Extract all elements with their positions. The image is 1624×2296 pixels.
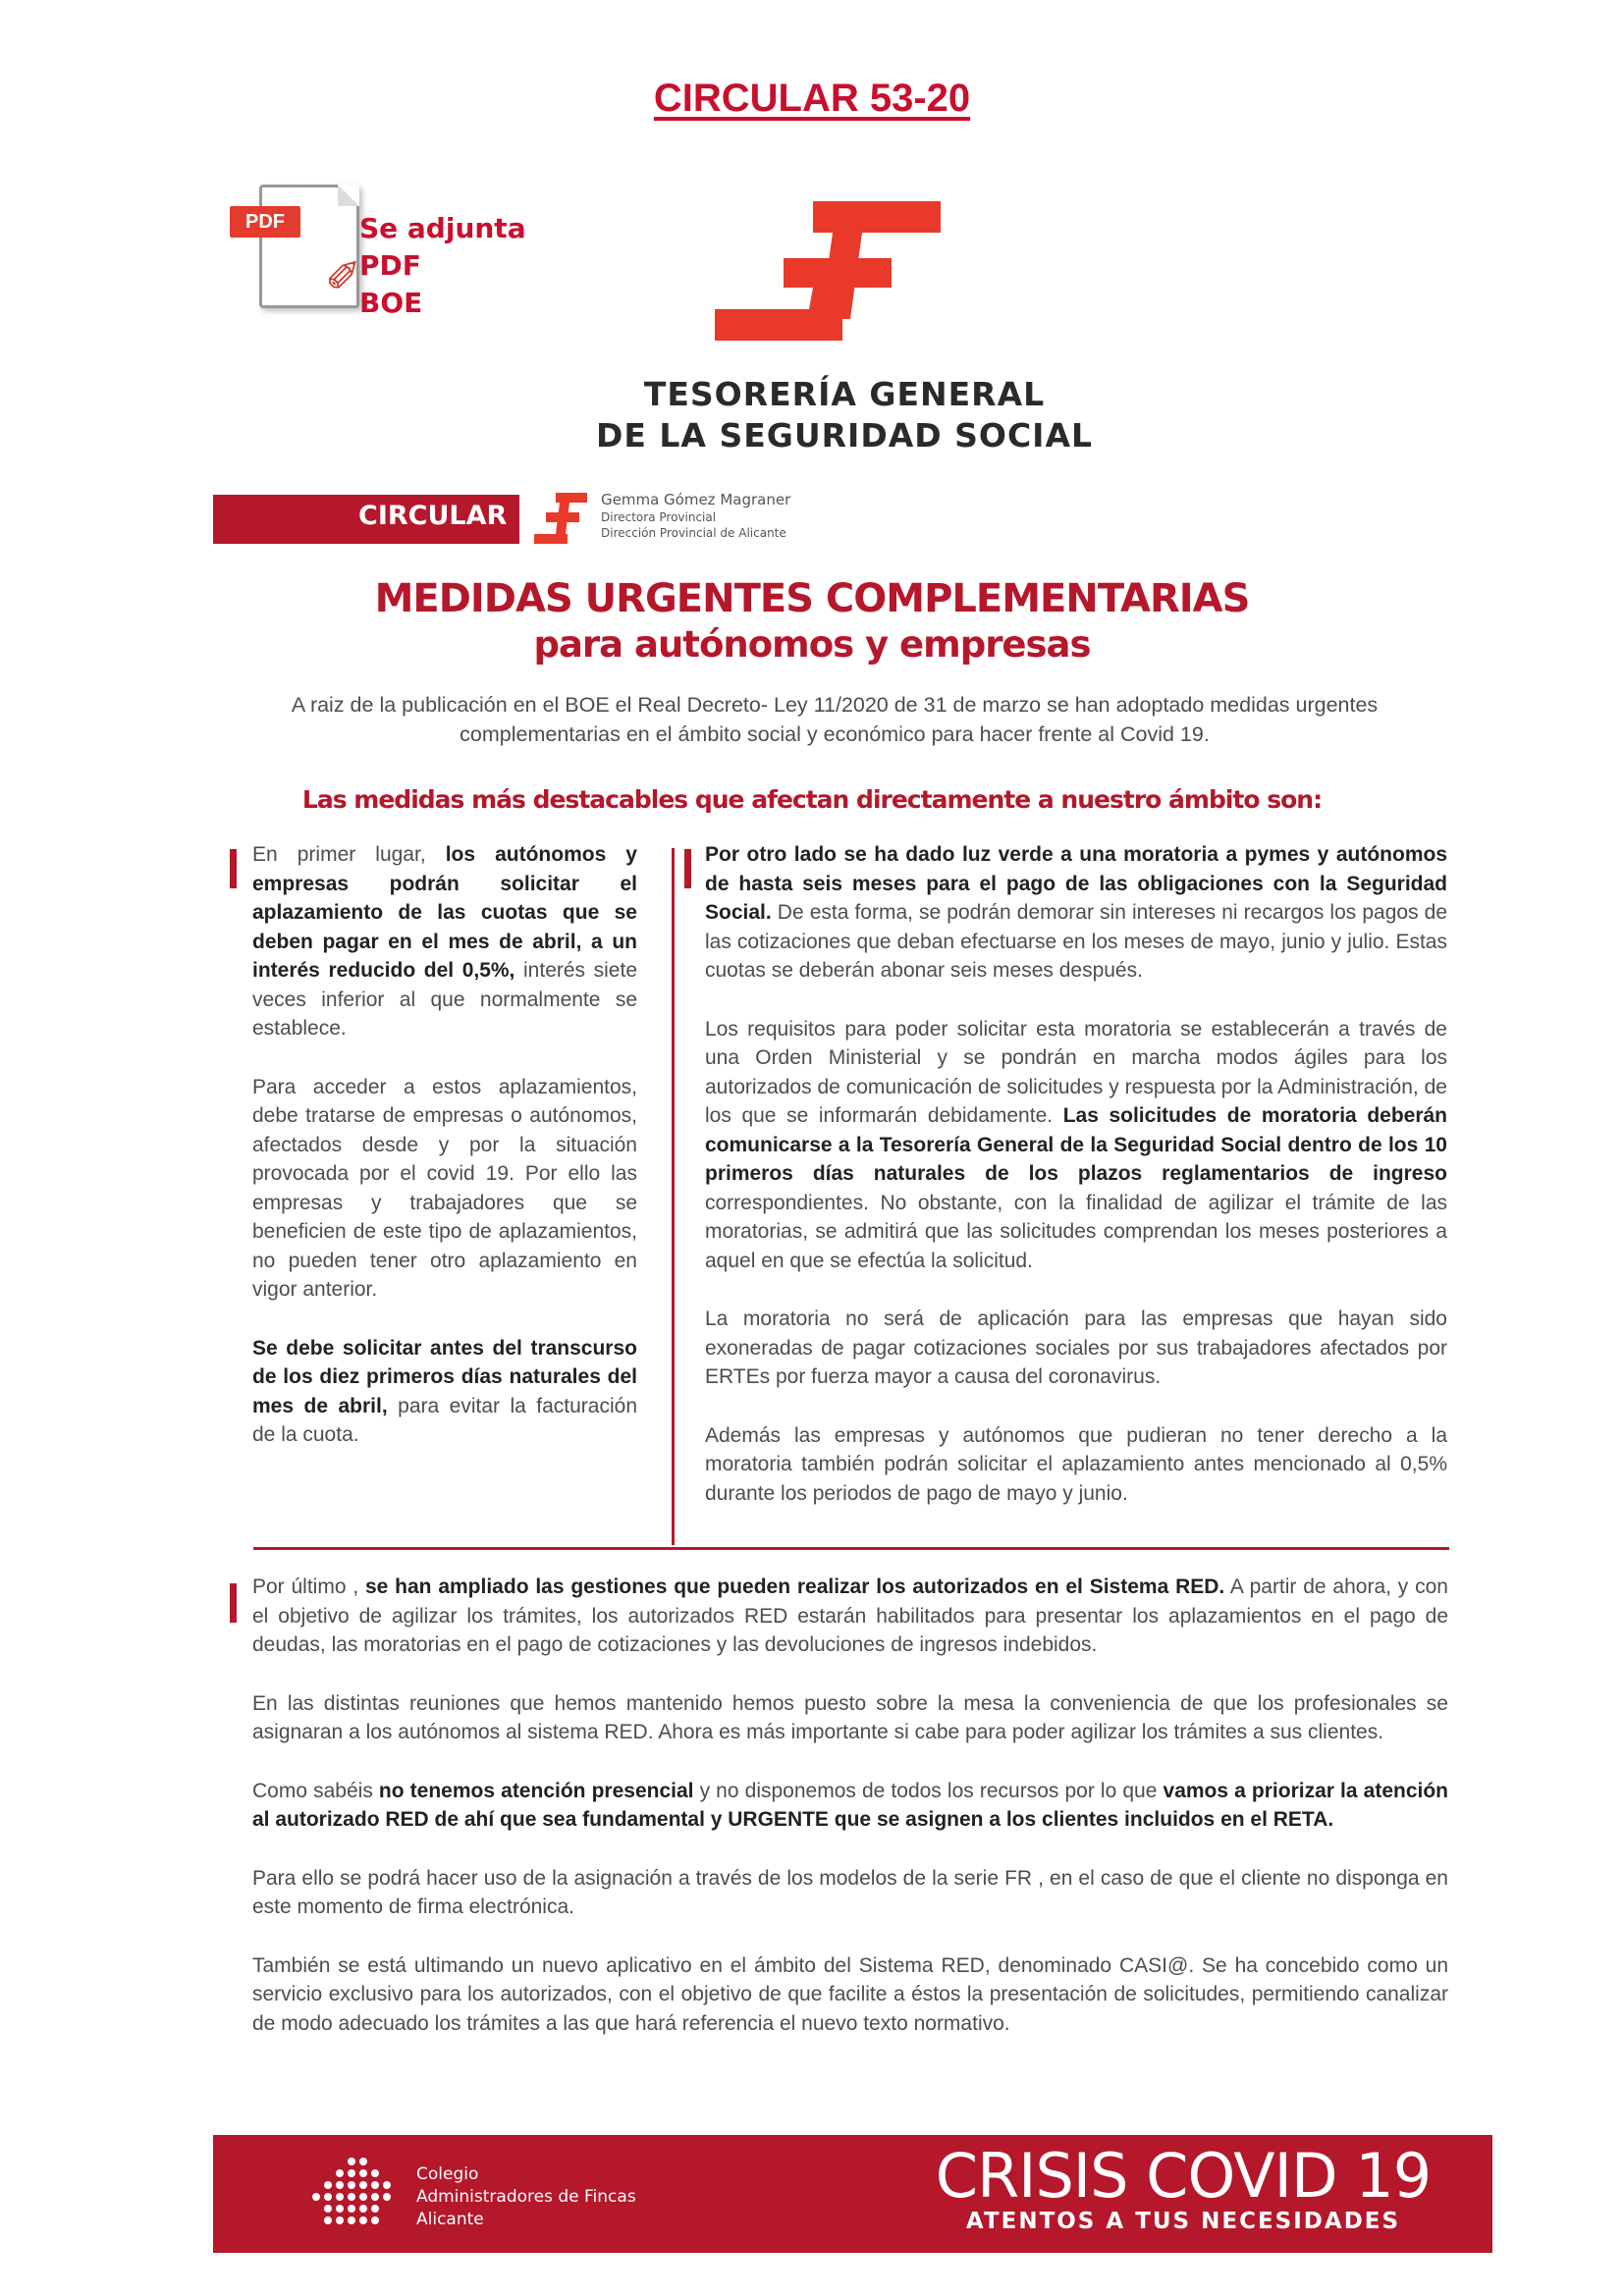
- right-paragraph-3: La moratoria no será de aplicación para las empresas que hayan sido exoneradas de pagar cotizaciones sociales por sus trabajadores afectados por ERTEs por fuerza mayor a causa del coronavirus.: [705, 1308, 1447, 1388]
- right-column: [705, 840, 1447, 1537]
- attachment-line1: Se adjunta PDF: [359, 212, 526, 282]
- main-title: MEDIDAS URGENTES COMPLEMENTARIAS: [374, 576, 1250, 621]
- bottom-paragraph-1: Por último , se han ampliado las gestiones que pueden realizar los autorizados en el Sistema RED. A partir de ahora, y con el objetivo de agilizar los trámites, los autorizados RED estarán habilitados para presentar los aplazamientos en el pago de deudas, las moratorias en el pago de cotizaciones y las devoluciones de ingresos indebidos.: [252, 1575, 1448, 1656]
- left-column: [252, 840, 637, 1479]
- bottom-section: [252, 1573, 1448, 2067]
- right-accent-bar: [684, 849, 691, 888]
- section-divider: [253, 1547, 1449, 1550]
- footer-org-line1: Colegio: [416, 2164, 479, 2184]
- tgss-logo: [715, 201, 950, 348]
- highlight-heading: Las medidas más destacables que afectan directamente a nuestro ámbito son:: [301, 785, 1323, 814]
- attachment-line2: BOE: [359, 287, 423, 319]
- footer-org-name: [416, 2163, 636, 2231]
- pdf-file-icon: [259, 185, 359, 308]
- right-paragraph-2: Los requisitos para poder solicitar esta moratoria se establecerán a través de una Orden Ministerial y se pondrán en marcha modos ágiles para los autorizados de comunicación de solicitudes y respuesta por la Administración, de los que se informarán debidamente. Las solicitudes de moratoria deberán comunicarse a la Tesorería General de la Seguridad Social dentro de los 10 primeros días naturales de los plazos reglamentarios de ingreso correspondientes. No obstante, con la finalidad de agilizar el trámite de las moratorias, se admitirá que las solicitudes comprendan los meses posteriores a aquel en que se efectúa la solicitud.: [705, 1017, 1448, 1272]
- right-paragraph-1: Por otro lado se ha dado luz verde a una moratoria a pymes y autónomos de hasta seis meses para el pago de las obligaciones con la Seguridad Social. De esta forma, se podrán demorar sin intereses ni recargos los pagos de las cotizaciones que deban efectuarse en los meses de mayo, junio y julio. Estas cuotas se deberán abonar seis meses después.: [705, 843, 1447, 982]
- bottom-accent-bar: [230, 1583, 237, 1623]
- org-name-line1: TESORERÍA GENERAL: [643, 375, 1046, 413]
- footer-org-line2: Administradores de Fincas: [416, 2187, 636, 2207]
- signer-role: Directora Provincial: [601, 510, 717, 524]
- footer-org-line3: Alicante: [416, 2210, 484, 2229]
- campaign-title: CRISIS COVID 19: [935, 2140, 1432, 2212]
- org-name: [550, 374, 1139, 456]
- pdf-tag: PDF: [230, 206, 300, 238]
- acrobat-icon: ✐: [325, 253, 361, 301]
- colegio-logo: [306, 2156, 397, 2232]
- circular-number: CIRCULAR 53-20: [653, 77, 971, 120]
- right-paragraph-4: Además las empresas y autónomos que pudieran no tener derecho a la moratoria también podrán solicitar el aplazamiento antes mencionado al 0,5% durante los periodos de pago de mayo y junio.: [705, 1423, 1447, 1505]
- signer-name: Gemma Gómez Magraner: [601, 491, 791, 508]
- bottom-paragraph-3: Como sabéis no tenemos atención presencial y no disponemos de todos los recursos por lo que vamos a priorizar la atención al autorizado RED de ahí que sea fundamental y URGENTE que se asignen a los clientes incluidos en el RETA.: [252, 1779, 1449, 1831]
- signer-office: Dirección Provincial de Alicante: [601, 526, 786, 540]
- left-accent-bar: [230, 849, 237, 888]
- campaign-subtitle: ATENTOS A TUS NECESIDADES: [965, 2209, 1401, 2234]
- left-paragraph-3: Se debe solicitar antes del transcurso de los diez primeros días naturales del mes de abril, para evitar la facturación de la cuota.: [252, 1336, 638, 1446]
- signer-block: [601, 490, 790, 541]
- circular-label: CIRCULAR: [358, 501, 508, 531]
- main-subtitle: para autónomos y empresas: [533, 623, 1091, 666]
- attachment-text: [359, 210, 564, 322]
- pdf-attachment-badge: [230, 183, 564, 319]
- bottom-paragraph-5: También se está ultimando un nuevo aplicativo en el ámbito del Sistema RED, denominado CASI@. Se ha concebido como un servicio exclusivo para los autorizados, con el objetivo de que facilite a éstos la presentación de solicitudes, permitiendo canalizar de modo adecuado los trámites a las que hará referencia el nuevo texto normativo.: [252, 1953, 1448, 2035]
- left-paragraph-1: En primer lugar, los autónomos y empresas podrán solicitar el aplazamiento de las cuotas que se deben pagar en el mes de abril, a un interés reducido del 0,5%, interés siete veces inferior al que normalmente se establece.: [252, 843, 638, 1040]
- column-divider: [672, 848, 675, 1545]
- bottom-paragraph-2: En las distintas reuniones que hemos mantenido hemos puesto sobre la mesa la conveniencia de que los profesionales se asignaran a los autónomos al sistema RED. Ahora es más importante si cabe para poder agilizar los trámites a sus clientes.: [252, 1691, 1448, 1743]
- bottom-paragraph-4: Para ello se podrá hacer uso de la asignación a través de los modelos de la serie FR , en el caso de que el cliente no disponga en este momento de firma electrónica.: [252, 1866, 1448, 1918]
- tgss-small-logo: [534, 493, 589, 546]
- org-name-line2: DE LA SEGURIDAD SOCIAL: [595, 416, 1094, 454]
- intro-paragraph: A raiz de la publicación en el BOE el Real Decreto- Ley 11/2020 de 31 de marzo se han adoptado medidas urgentes complementarias en el ámbito social y económico para hacer frente al Covid 19.: [291, 693, 1379, 746]
- left-paragraph-2: Para acceder a estos aplazamientos, debe tratarse de empresas o autónomos, afectados desde y por la situación provocada por el covid 19. Por ello las empresas y trabajadores que se beneficien de este tipo de aplazamientos, no pueden tener otro aplazamiento en vigor anterior.: [252, 1075, 637, 1301]
